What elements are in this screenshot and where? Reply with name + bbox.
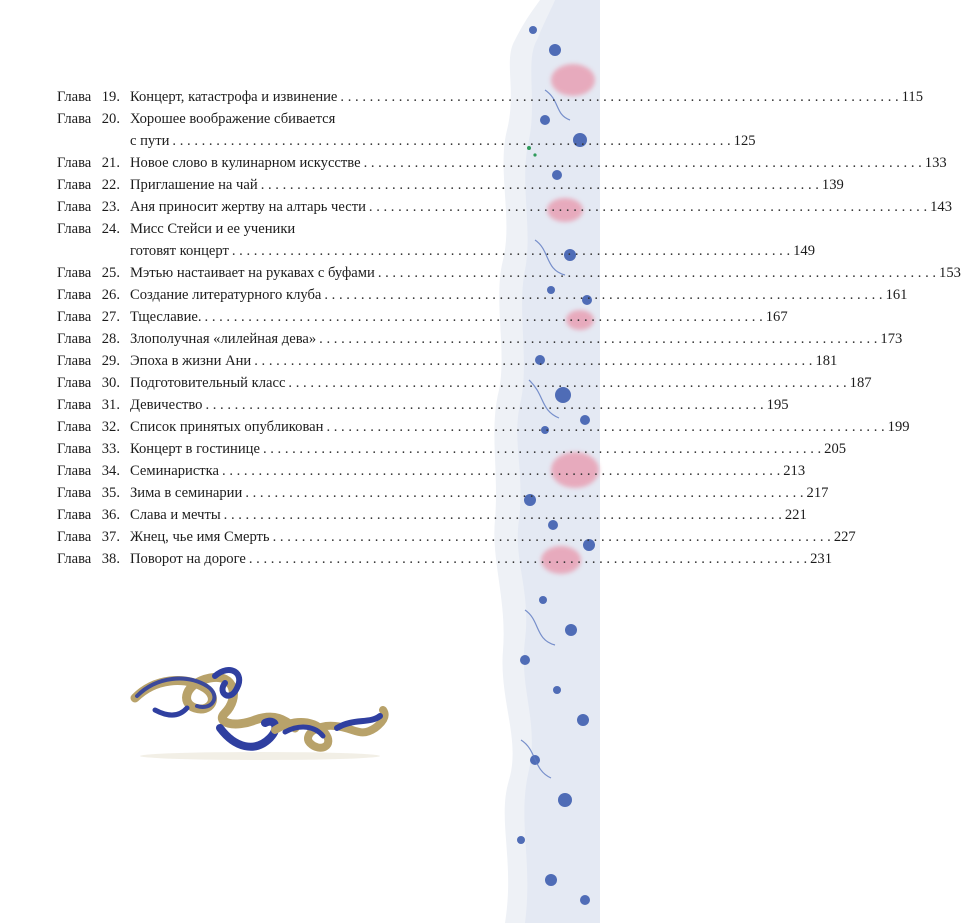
leader-dots [324,284,882,306]
page-number: 187 [849,375,872,391]
chapter-title-block [130,218,815,262]
page-number: 181 [815,353,838,369]
chapter-word: Глава [57,221,92,237]
chapter-title-block [130,262,961,284]
chapter-title-line: Создание литературного клуба [130,287,322,303]
toc-entry [57,262,961,284]
leader-dots [369,196,927,218]
chapter-title-block [130,196,952,218]
toc-entry [57,174,844,196]
chapter-word: Глава [57,375,92,391]
chapter-word: Глава [57,529,92,545]
chapter-title-line: Злополучная «лилейная дева» [130,331,317,347]
chapter-word: Глава [57,485,92,501]
chapter-number: 27. [101,309,120,325]
toc-entry [57,438,847,460]
toc-entry [57,350,838,372]
table-of-contents [57,86,961,570]
chapter-title-block [130,284,907,306]
leader-dots [249,548,807,570]
chapter-title-block [130,174,844,196]
page-number: 143 [930,199,953,215]
chapter-title-line: Поворот на дороге [130,551,246,567]
chapter-number: 24. [101,221,120,237]
chapter-title-line: Девичество [130,397,203,413]
chapter-title-block [130,438,846,460]
chapter-number: 20. [101,111,120,127]
page-number: 153 [939,265,961,281]
toc-entry [57,460,806,482]
chapter-number: 33. [101,441,120,457]
chapter-title-block [130,504,807,526]
chapter-word: Глава [57,463,92,479]
leader-dots [288,372,846,394]
leader-dots [205,306,763,328]
toc-entry [57,284,908,306]
toc-entry [57,372,872,394]
chapter-number: 37. [101,529,120,545]
leader-dots [326,416,884,438]
leader-dots [224,504,782,526]
chapter-number: 30. [101,375,120,391]
chapter-word: Глава [57,309,92,325]
toc-entry [57,548,832,570]
chapter-title-line: Список принятых опубликован [130,419,324,435]
chapter-word: Глава [57,441,92,457]
chapter-number: 25. [101,265,120,281]
chapter-word: Глава [57,177,92,193]
toc-entry [57,108,756,152]
chapter-number: 22. [101,177,120,193]
leader-dots [222,460,780,482]
chapter-number: 28. [101,331,120,347]
leader-dots [263,438,821,460]
chapter-number: 29. [101,353,120,369]
chapter-title-line: готовят концерт [130,243,229,259]
chapter-number: 38. [101,551,120,567]
page-number: 205 [824,441,847,457]
chapter-title-block [130,350,837,372]
chapter-title-line: Слава и мечты [130,507,221,523]
page-number: 173 [880,331,903,347]
toc-entry [57,86,923,108]
chapter-title-block [130,394,789,416]
toc-entry [57,328,903,350]
chapter-title-line: Жнец, чье имя Смерть [130,529,270,545]
page-number: 217 [806,485,829,501]
chapter-title-line: Концерт, катастрофа и извинение [130,89,338,105]
chapter-title-line: Новое слово в кулинарном искусстве [130,155,361,171]
chapter-title-block [130,416,910,438]
chapter-number: 19. [101,89,120,105]
page-number: 161 [885,287,908,303]
page-number: 213 [783,463,806,479]
chapter-word: Глава [57,507,92,523]
chapter-title-line: Мэтью настаивает на рукавах с буфами [130,265,375,281]
chapter-title-line: Мисс Стейси и ее ученики [130,221,296,237]
chapter-word: Глава [57,287,92,303]
chapter-title-block [130,108,756,152]
page-number: 133 [924,155,947,171]
chapter-word: Глава [57,199,92,215]
leader-dots [172,130,730,152]
toc-entry [57,196,953,218]
leader-dots [364,152,922,174]
chapter-word: Глава [57,397,92,413]
chapter-number: 36. [101,507,120,523]
toc-entry [57,218,815,262]
page-number: 195 [766,397,789,413]
chapter-word: Глава [57,551,92,567]
leader-dots [378,262,936,284]
chapter-title-block [130,328,902,350]
toc-entry [57,152,947,174]
leader-dots [273,526,831,548]
chapter-number: 21. [101,155,120,171]
page-number: 139 [821,177,844,193]
leader-dots [319,328,877,350]
chapter-title-line: Подготовительный класс [130,375,286,391]
chapter-word: Глава [57,111,92,127]
ribbon-ornament [125,658,395,763]
chapter-title-block [130,482,828,504]
chapter-number: 23. [101,199,120,215]
chapter-title-block [130,306,788,328]
chapter-number: 31. [101,397,120,413]
page-number: 231 [810,551,832,567]
chapter-title-block [130,526,856,548]
leader-dots [254,350,812,372]
page-number: 167 [765,309,788,325]
page-number: 115 [901,89,923,105]
page-number: 227 [833,529,856,545]
chapter-word: Глава [57,89,92,105]
chapter-title-block [130,548,832,570]
chapter-word: Глава [57,353,92,369]
chapter-word: Глава [57,419,92,435]
chapter-title-line: с пути [130,133,170,149]
chapter-number: 34. [101,463,120,479]
chapter-title-line: Семинаристка [130,463,220,479]
chapter-title-block [130,86,923,108]
chapter-title-block [130,372,872,394]
toc-entry [57,394,789,416]
toc-entry [57,306,788,328]
leader-dots [261,174,819,196]
chapter-title-line: Аня приносит жертву на алтарь чести [130,199,366,215]
chapter-number: 32. [101,419,120,435]
chapter-title-block [130,152,947,174]
chapter-title-block [130,460,805,482]
page-number: 149 [793,243,815,259]
chapter-word: Глава [57,265,92,281]
chapter-title-line: Зима в семинарии [130,485,243,501]
page-number: 221 [784,507,807,523]
toc-entry [57,482,829,504]
chapter-number: 26. [101,287,120,303]
toc-entry [57,526,856,548]
toc-entry [57,416,910,438]
toc-entry [57,504,807,526]
chapter-word: Глава [57,155,92,171]
chapter-title-line: Приглашение на чай [130,177,258,193]
chapter-word: Глава [57,331,92,347]
leader-dots [232,240,790,262]
leader-dots [205,394,763,416]
chapter-title-line: Тщеславие. [130,309,202,325]
chapter-title-line: Концерт в гостинице [130,441,260,457]
leader-dots [245,482,803,504]
page-number: 199 [887,419,910,435]
chapter-number: 35. [101,485,120,501]
page-number: 125 [733,133,756,149]
chapter-title-line: Хорошее воображение сбивается [130,111,336,127]
leader-dots [340,86,898,108]
chapter-title-line: Эпоха в жизни Ани [130,353,252,369]
